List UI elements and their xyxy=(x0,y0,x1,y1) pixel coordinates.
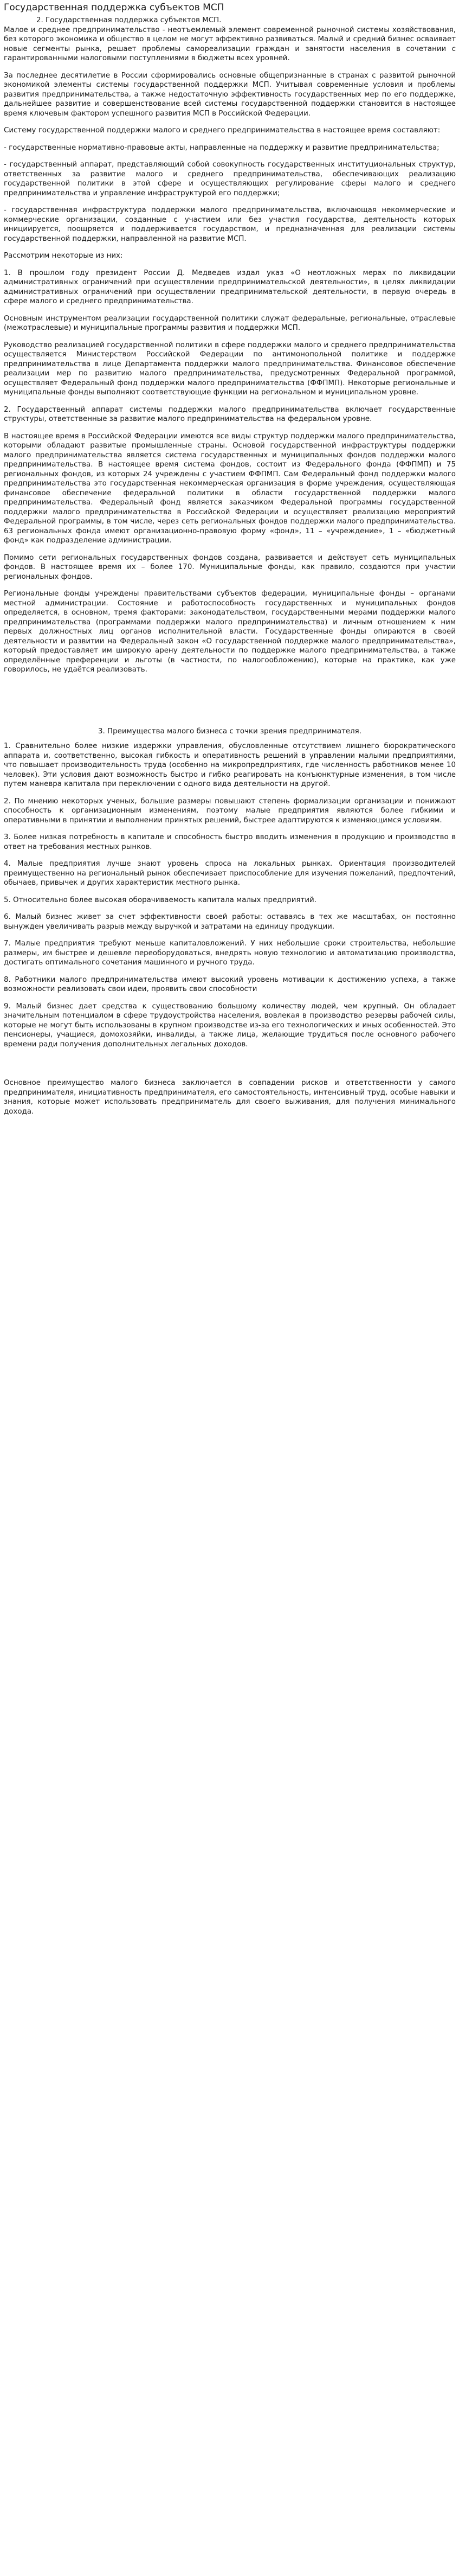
section-heading-advantages: 3. Преимущества малого бизнеса с точки зрения предпринимателя. xyxy=(98,727,361,736)
paragraph: 5. Относительно более высокая оборачиваемость капитала малых предприятий. xyxy=(4,896,316,904)
paragraph: 2. Государственный аппарат системы поддержки малого предпринимательства включает государственные структуры, ответственные за развитие малого предпринимательства на федеральном уровне. xyxy=(4,405,456,423)
paragraph: Малое и среднее предпринимательство - неотъемлемый элемент современной рыночной системы хозяйствования, без которого экономика и общество в целом не могут эффективно развиваться. Малый и средний бизнес осваивает новые сегменты рынка, решает проблемы самореализации граждан и занятости населения в сочетании с гарантированными налоговыми поступлениями в бюджеты всех уровней. xyxy=(4,25,456,62)
paragraph: 3. Более низкая потребность в капитале и способность быстро вводить изменения в продукцию и производство в ответ на требования местных рынков. xyxy=(4,833,456,851)
paragraph: 1. В прошлом году президент России Д. Медведев издал указ «О неотложных мерах по ликвидации административных ограничений при осуществлении предпринимательской деятельности», в целях ликвидации административных ограничений при осуществлении предпринимательской деятельности, в первую очередь в сфере малого и среднего предпринимательства. xyxy=(4,269,456,305)
paragraph: 2. По мнению некоторых ученых, большие размеры повышают степень формализации организации и понижают способность к организационным изменениям, поэтому малые предприятия являются более гибкими и оперативными в принятии и выполнении принятых решений, быстрее адаптируются к изменяющимся условиям. xyxy=(4,797,456,824)
paragraph: 8. Работники малого предпринимательства имеют высокий уровень мотивации к достижению успеха, а также возможности реализовать свои идеи, проявить свои способности xyxy=(4,975,456,993)
paragraph: Региональные фонды учреждены правительствами субъектов федерации, муниципальные фонды – органами местной администрации. Состояние и работоспособность государственных и муниципальных фондов определяется, в основном, тремя факторами: законодательством, государственными мерами поддержки малого предпринимательства (программами поддержки малого предпринимательства) и личным отношением к ним первых должностных лиц органов исполнительной власти. Государственные фонды опираются в своей деятельности и развитии на Федеральный закон «О государственной поддержке малого предпринимательства», который предоставляет им широкую арену деятельности по поддержке малого предпринимательства, а также определённые преференции и льготы (в частности, по налогообложению), которые на практике, как уже говорилось, не удаётся реализовать. xyxy=(4,590,456,674)
paragraph: - государственная инфраструктура поддержки малого предпринимательства, включающая некоммерческие и коммерческие организации, созданные с участием или без участия государства, деятельность которых инициируется, поощряется и поддерживается государством, и предназначенная для реализации системы государственной поддержки, направленной на развитие МСП. xyxy=(4,206,456,243)
paragraph: 7. Малые предприятия требуют меньше капиталовложений. У них небольшие сроки строительства, небольшие размеры, им быстрее и дешевле переоборудоваться, внедрять новую технологию и автоматизацию производства, достигать оптимального сочетания машинного и ручного труда. xyxy=(4,939,456,967)
paragraph: Систему государственной поддержки малого и среднего предпринимательства в настоящее время составляют: xyxy=(4,126,441,135)
paragraph: В настоящее время в Российской Федерации имеются все виды структур поддержки малого предпринимательства, которыми обладают развитые промышленные страны. Основой государственной инфраструктуры поддержки малого предпринимательства является система государственных и муниципальных фондов поддержки малого предпринимательства. В настоящее время система фондов, состоит из Федерального фонда (ФФПМП) и 75 региональных фондов, из которых 24 учреждены с участием ФФПМП. Сам Федеральный фонд поддержки малого предпринимательства это государственная некоммерческая организация в форме учреждения, осуществляющая финансовое обеспечение федеральной политики в области государственной поддержки малого предпринимательства. Федеральный фонд является заказчиком Федеральной программы государственной поддержки малого предпринимательства в Российской Федерации и осуществляет реализацию мероприятий Федеральной программы, в том числе, через сеть региональных фондов поддержки малого предпринимательства. 63 региональных фонда имеют организационно-правовую форму «фонд», 11 – «учреждение», 1 – «бюджетный фонд» как подразделение администрации. xyxy=(4,432,456,545)
section-heading-support: 2. Государственная поддержка субъектов МСП. xyxy=(36,16,222,24)
document-title: Государственная поддержка субъектов МСП xyxy=(4,2,224,13)
paragraph: За последнее десятилетие в России сформировались основные общепризнанные в странах с развитой рыночной экономикой элементы системы государственной поддержки МСП. Учитывая современные условия и проблемы развития предпринимательства, а также недостаточную эффективность государственных мер по его поддержке, дальнейшее развитие и совершенствование всей системы государственной поддержки становится в настоящее время ключевым фактором успешного развития МСП в Российской Федерации. xyxy=(4,71,456,118)
paragraph: 9. Малый бизнес дает средства к существованию большому количеству людей, чем крупный. Он обладает значительным потенциалом в сфере трудоустройства населения, вовлекая в производство резервы рабочей силы, которые не могут быть использованы в крупном производстве из-за его технологических и иных особенностей. Это пенсионеры, учащиеся, домохозяйки, инвалиды, а также лица, желающие трудиться после основного рабочего времени ради получения дополнительных легальных доходов. xyxy=(4,1002,456,1049)
paragraph: - государственные нормативно-правовые акты, направленные на поддержку и развитие предпринимательства; xyxy=(4,143,439,152)
section-support-body xyxy=(4,25,456,675)
paragraph: - государственный аппарат, представляющий собой совокупность государственных институциональных структур, ответственных за развитие малого и среднего предпринимательства, обеспечивающих реализацию государственной политики в этой сфере и осуществляющих регулирование сферы малого и среднего предпринимательства и управление инфраструктурой его поддержки; xyxy=(4,161,456,197)
section-advantages-body xyxy=(4,742,456,1049)
paragraph: 1. Сравнительно более низкие издержки управления, обусловленные отсутствием лишнего бюрократического аппарата и, соответственно, высокая гибкость и оперативность решений в управлении малыми предприятиями, что повышает производительность труда (особенно на микропредприятиях, где численность работников менее 10 человек). Эти условия дают возможность быстро и гибко реагировать на конъюнктурные изменения, в том числе путем маневра капитала при переключении с одного вида деятельности на другой. xyxy=(4,742,456,788)
paragraph: Основное преимущество малого бизнеса заключается в совпадении рисков и ответственности у самого предпринимателя, инициативность предпринимателя, его самостоятельность, интенсивный труд, особые навыки и знания, которые может использовать предприниматель для своего выживания, для получения минимального дохода. xyxy=(4,1079,456,1116)
paragraph: 6. Малый бизнес живет за счет эффективности своей работы: оставаясь в тех же масштабах, он постоянно вынужден увеличивать разрыв между выручкой и затратами на единицу продукции. xyxy=(4,913,456,931)
spacer xyxy=(4,1057,456,1078)
paragraph: Руководство реализацией государственной политики в сфере поддержки малого и среднего предпринимательства осуществляется Министерством Российской Федерации по антимонопольной политике и поддержке предпринимательства в лице Департамента поддержки малого предпринимательства. Финансовое обеспечение реализации мер по развитию малого предпринимательства, предусмотренных Федеральной программой, осуществляет Федеральный фонд поддержки малого предпринимательства (ФФПМП). Некоторые региональные и муниципальные фонды выполняют соответствующие функции на региональном и муниципальном уровне. xyxy=(4,341,456,397)
document xyxy=(0,0,459,1116)
section-closing-body xyxy=(4,1078,456,1116)
paragraph: Помимо сети региональных государственных фондов создана, развивается и действует сеть муниципальных фондов. В настоящее время их – более 170. Муниципальные фонды, как правило, создаются при участии региональных фондов. xyxy=(4,553,456,581)
paragraph: Рассмотрим некоторые из них: xyxy=(4,252,123,260)
paragraph: Основным инструментом реализации государственной политики служат федеральные, региональные, отраслевые (межотраслевые) и муниципальные программы развития и поддержки МСП. xyxy=(4,314,456,332)
paragraph: 4. Малые предприятия лучше знают уровень спроса на локальных рынках. Ориентация производителей преимущественно на региональный рынок обеспечивает приспособление для изучения пожеланий, предпочтений, обычаев, привычек и других характеристик местного рынка. xyxy=(4,860,456,887)
